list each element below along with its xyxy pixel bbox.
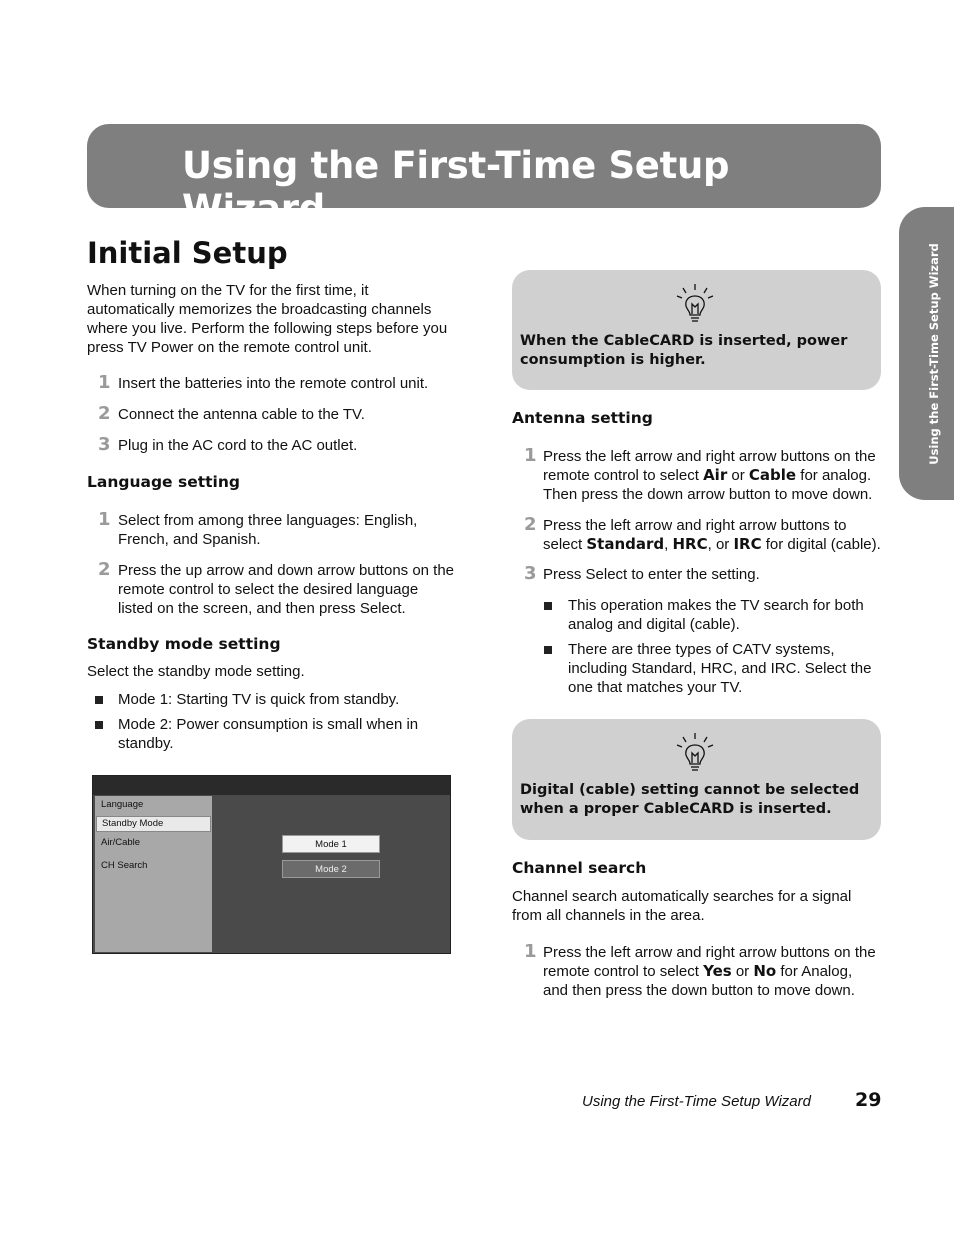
tip-text: Digital (cable) setting cannot be selected when a proper CableCARD is inserted. [520,782,860,817]
bullet-icon [544,646,552,654]
menu-item-air-cable: Air/Cable [101,837,141,848]
step-text: Plug in the AC cord to the AC outlet. [118,437,358,454]
step-text: Select from among three languages: English, French, and Spanish. [118,512,418,548]
intro-paragraph: When turning on the TV for the first time, it automatically memorizes the broadcasting channels where you live. Perform the following steps before you press TV Power on the remote control unit. [87,282,448,356]
step-text: Press the left arrow and right arrow buttons on the remote control to select Air or Cable for analog. Then press the down arrow button to move down. [543,448,876,503]
step-number: 2 [524,514,537,535]
option-mode-2: Mode 2 [282,860,380,878]
title-banner [87,124,881,230]
option-mode-1: Mode 1 [282,835,380,853]
screen-title-bar [93,776,450,795]
bullet-text: There are three types of CATV systems, including Standard, HRC, and IRC. Select the one that matches your TV. [568,641,872,696]
step-number: 3 [98,434,111,455]
step-text: Insert the batteries into the remote control unit. [118,375,429,392]
tip-text: When the CableCARD is inserted, power consumption is higher. [520,333,848,368]
channel-intro: Channel search automatically searches for a signal from all channels in the area. [512,888,852,924]
step-number: 1 [98,372,111,393]
tip-box [512,719,881,840]
antenna-heading: Antenna setting [512,409,653,427]
bullet-text: Mode 1: Starting TV is quick from standby. [118,691,400,708]
language-heading: Language setting [87,473,240,491]
step-number: 1 [524,445,537,466]
side-tab [899,207,954,500]
menu-item-standby-mode: Standby Mode [96,816,211,832]
side-tab-label: Using the First-Time Setup Wizard [927,242,941,465]
step-number: 2 [98,403,111,424]
page-number: 29 [855,1089,882,1111]
bullet-icon [544,602,552,610]
step-text: Press the left arrow and right arrow buttons to select Standard, HRC, or IRC for digital (cable). [543,517,881,553]
step-number: 1 [524,941,537,962]
page-title: Using the First-Time Setup Wizard [182,144,730,230]
bullet-icon [95,721,103,729]
menu-item-ch-search: CH Search [101,860,148,871]
bullet-text: Mode 2: Power consumption is small when in standby. [118,716,419,752]
standby-intro: Select the standby mode setting. [87,663,305,680]
channel-heading: Channel search [512,859,647,877]
step-number: 2 [98,559,111,580]
footer-text: Using the First-Time Setup Wizard [582,1093,811,1110]
menu-item-language: Language [101,799,144,810]
step-text: Connect the antenna cable to the TV. [118,406,365,423]
step-text: Press the up arrow and down arrow buttons on the remote control to select the desired language listed on the screen, and then press Select. [118,562,455,617]
step-number: 3 [524,563,537,584]
step-number: 1 [98,509,111,530]
lightbulb-icon [675,731,715,773]
bullet-text: This operation makes the TV search for both analog and digital (cable). [568,597,864,633]
section-heading: Initial Setup [87,236,288,270]
tip-box [512,270,881,390]
lightbulb-icon [675,282,715,324]
standby-heading: Standby mode setting [87,635,281,653]
step-text: Press the left arrow and right arrow buttons on the remote control to select Yes or No for Analog, and then press the down button to move down. [543,944,876,999]
tv-screen-illustration [92,775,451,954]
bullet-icon [95,696,103,704]
screen-menu [95,796,212,952]
step-text: Press Select to enter the setting. [543,566,760,583]
